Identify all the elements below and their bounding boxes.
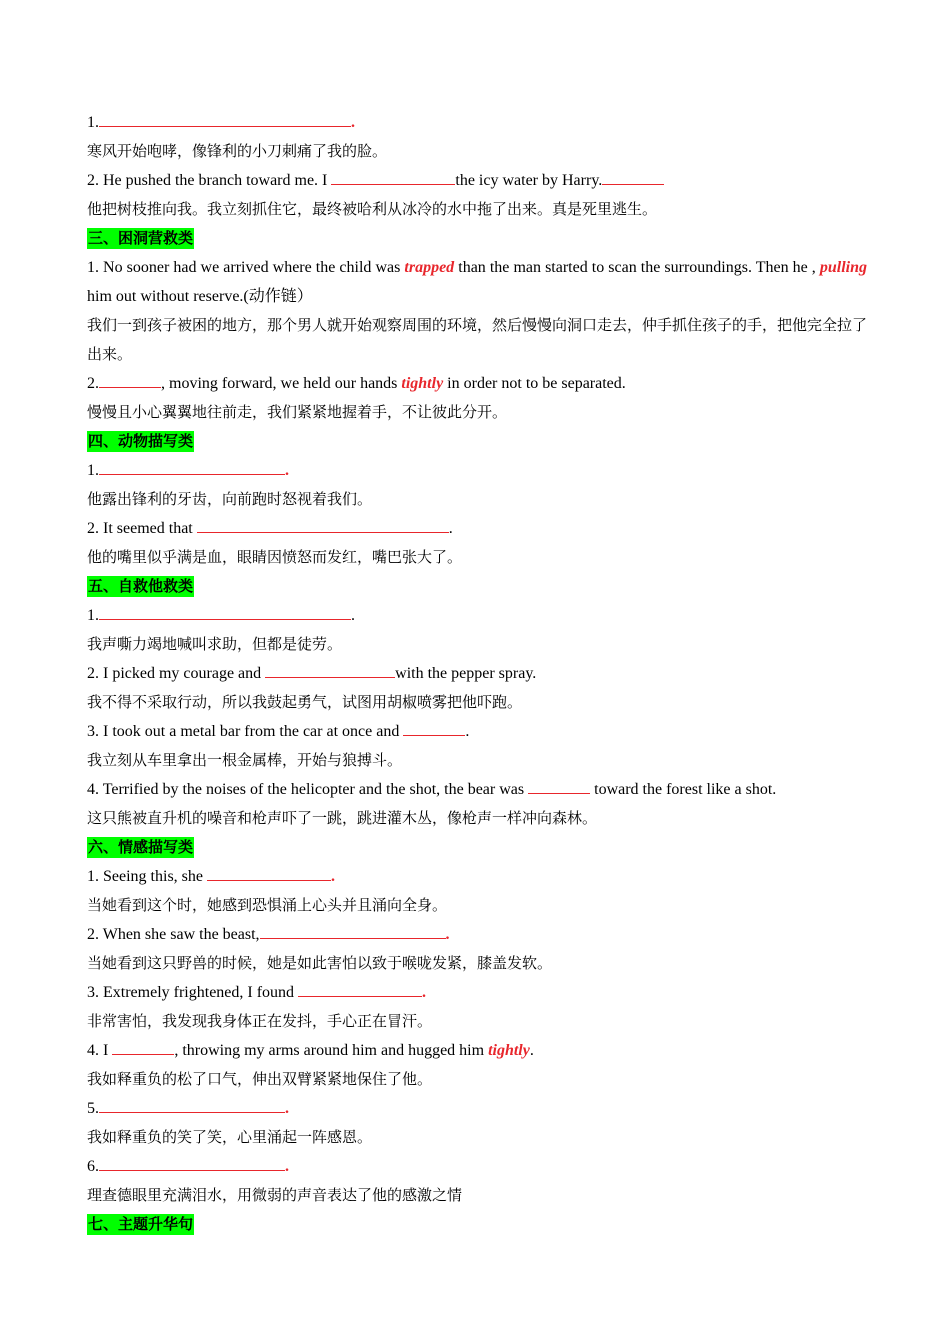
sentence-line	[87, 775, 867, 804]
answer-blank[interactable]	[602, 166, 664, 185]
chinese-translation: 这只熊被直升机的噪音和枪声吓了一跳，跳进灌木丛，像枪声一样冲向森林。	[87, 809, 598, 827]
blank-end-mark: .	[445, 926, 450, 943]
sentence-text: 2. When she saw the beast,	[87, 926, 260, 943]
section-heading-row	[87, 427, 867, 456]
sentence-line	[87, 1036, 867, 1065]
chinese-translation: 他露出锋利的牙齿，向前跑时怒视着我们。	[87, 490, 373, 508]
answer-blank[interactable]	[265, 659, 395, 678]
answer-blank[interactable]	[99, 456, 285, 475]
answer-blank[interactable]	[197, 514, 449, 533]
highlight-word: pulling	[819, 259, 868, 276]
sentence-text: 1. Seeing this, she	[87, 868, 207, 885]
section-heading: 七、主题升华句	[88, 1215, 194, 1233]
section-heading-row	[87, 833, 867, 862]
sentence-text: .	[448, 520, 453, 537]
answer-blank[interactable]	[99, 108, 351, 127]
section-heading-row	[87, 1210, 867, 1239]
section-heading: 六、情感描写类	[88, 838, 194, 856]
sentence-line	[87, 717, 867, 746]
sentence-text: 4. Terrified by the noises of the helicopter and the shot, the bear was	[87, 781, 529, 798]
chinese-translation: 理查德眼里充满泪水，用微弱的声音表达了他的感激之情	[87, 1186, 463, 1204]
answer-blank[interactable]	[528, 775, 590, 794]
blank-end-mark: .	[422, 984, 427, 1001]
sentence-line	[87, 659, 867, 688]
sentence-line	[87, 1094, 867, 1123]
chinese-translation: 当她看到这个时，她感到恐惧涌上心头并且涌向全身。	[87, 896, 448, 914]
highlight-word: tightly	[401, 375, 444, 392]
blank-end-mark: .	[351, 114, 355, 131]
sentence-line	[87, 456, 867, 485]
chinese-translation: 我如释重负的笑了笑，心里涌起一阵感恩。	[87, 1128, 373, 1146]
section-heading: 四、动物描写类	[88, 432, 194, 450]
chinese-translation: 我不得不采取行动，所以我鼓起勇气，试图用胡椒喷雾把他吓跑。	[87, 693, 523, 711]
sentence-text: .	[351, 607, 355, 624]
chinese-translation: 当她看到这只野兽的时候，她是如此害怕以致于喉咙发紧，膝盖发软。	[87, 954, 553, 972]
answer-blank[interactable]	[403, 717, 465, 736]
sentence-line	[87, 253, 867, 311]
sentence-text: him out without reserve.(动作链）	[87, 288, 313, 305]
chinese-translation: 寒风开始咆哮，像锋利的小刀刺痛了我的脸。	[87, 142, 388, 160]
sentence-text: toward the forest like a shot.	[590, 781, 777, 798]
sentence-text: 3. I took out a metal bar from the car at once and	[87, 723, 404, 740]
item-number: 1.	[87, 607, 99, 624]
answer-blank[interactable]	[207, 862, 331, 881]
document-page	[87, 108, 867, 1239]
answer-blank[interactable]	[112, 1036, 174, 1055]
sentence-text: 2. He pushed the branch toward me. I	[87, 172, 332, 189]
sentence-text: 3. Extremely frightened, I found	[87, 984, 299, 1001]
sentence-text: .	[465, 723, 470, 740]
item-number: 1.	[87, 114, 99, 131]
chinese-translation: 我们一到孩子被困的地方，那个男人就开始观察周围的环境，然后慢慢向洞口走去，仲手抓住孩子的手，把他完全拉了出来。	[87, 316, 868, 363]
blank-end-mark: .	[285, 462, 289, 479]
section-heading: 五、自救他救类	[88, 577, 194, 595]
highlight-word: tightly	[488, 1042, 530, 1059]
item-number: 5.	[87, 1100, 99, 1117]
chinese-translation: 我如释重负的松了口气，伸出双臂紧紧地保住了他。	[87, 1070, 433, 1088]
blank-end-mark: .	[285, 1158, 289, 1175]
sentence-text: 1. No sooner had we arrived where the child was	[87, 259, 405, 276]
sentence-line	[87, 978, 867, 1007]
sentence-text: than the man started to scan the surroundings. Then he ,	[454, 259, 820, 276]
sentence-text: , throwing my arms around him and hugged him	[174, 1042, 489, 1059]
sentence-text: the icy water by Harry.	[455, 172, 603, 189]
sentence-text: with the pepper spray.	[395, 665, 537, 682]
sentence-line	[87, 1152, 867, 1181]
blank-end-mark: .	[285, 1100, 289, 1117]
sentence-text: in order not to be separated.	[443, 375, 626, 392]
answer-blank[interactable]	[331, 166, 455, 185]
answer-blank[interactable]	[99, 1094, 285, 1113]
sentence-text: , moving forward, we held our hands	[161, 375, 402, 392]
answer-blank[interactable]	[99, 601, 351, 620]
sentence-line	[87, 514, 867, 543]
answer-blank[interactable]	[99, 369, 161, 388]
blank-end-mark: .	[331, 868, 335, 885]
chinese-translation: 我声嘶力竭地喊叫求助，但都是徒劳。	[87, 635, 343, 653]
answer-blank[interactable]	[260, 920, 446, 939]
chinese-translation: 慢慢且小心翼翼地往前走，我们紧紧地握着手，不让彼此分开。	[87, 403, 508, 421]
item-number: 2.	[87, 375, 99, 392]
section-heading: 三、困洞营救类	[88, 229, 194, 247]
sentence-line	[87, 108, 867, 137]
chinese-translation: 非常害怕，我发现我身体正在发抖，手心正在冒汗。	[87, 1012, 433, 1030]
chinese-translation: 他的嘴里似乎满是血，眼睛因愤怒而发红，嘴巴张大了。	[87, 548, 463, 566]
item-number: 6.	[87, 1158, 99, 1175]
sentence-text: 2. It seemed that	[87, 520, 197, 537]
section-heading-row	[87, 572, 867, 601]
sentence-text: 2. I picked my courage and	[87, 665, 266, 682]
sentence-text: 4. I	[87, 1042, 113, 1059]
highlight-word: trapped	[404, 259, 455, 276]
answer-blank[interactable]	[99, 1152, 285, 1171]
sentence-line	[87, 862, 867, 891]
sentence-line	[87, 166, 867, 195]
chinese-translation: 我立刻从车里拿出一根金属棒，开始与狼搏斗。	[87, 751, 403, 769]
sentence-text: .	[529, 1042, 534, 1059]
answer-blank[interactable]	[298, 978, 422, 997]
sentence-line	[87, 601, 867, 630]
section-heading-row	[87, 224, 867, 253]
sentence-line	[87, 920, 867, 949]
sentence-line	[87, 369, 867, 398]
chinese-translation: 他把树枝推向我。我立刻抓住它，最终被哈利从冰冷的水中拖了出来。真是死里逃生。	[87, 200, 658, 218]
item-number: 1.	[87, 462, 99, 479]
